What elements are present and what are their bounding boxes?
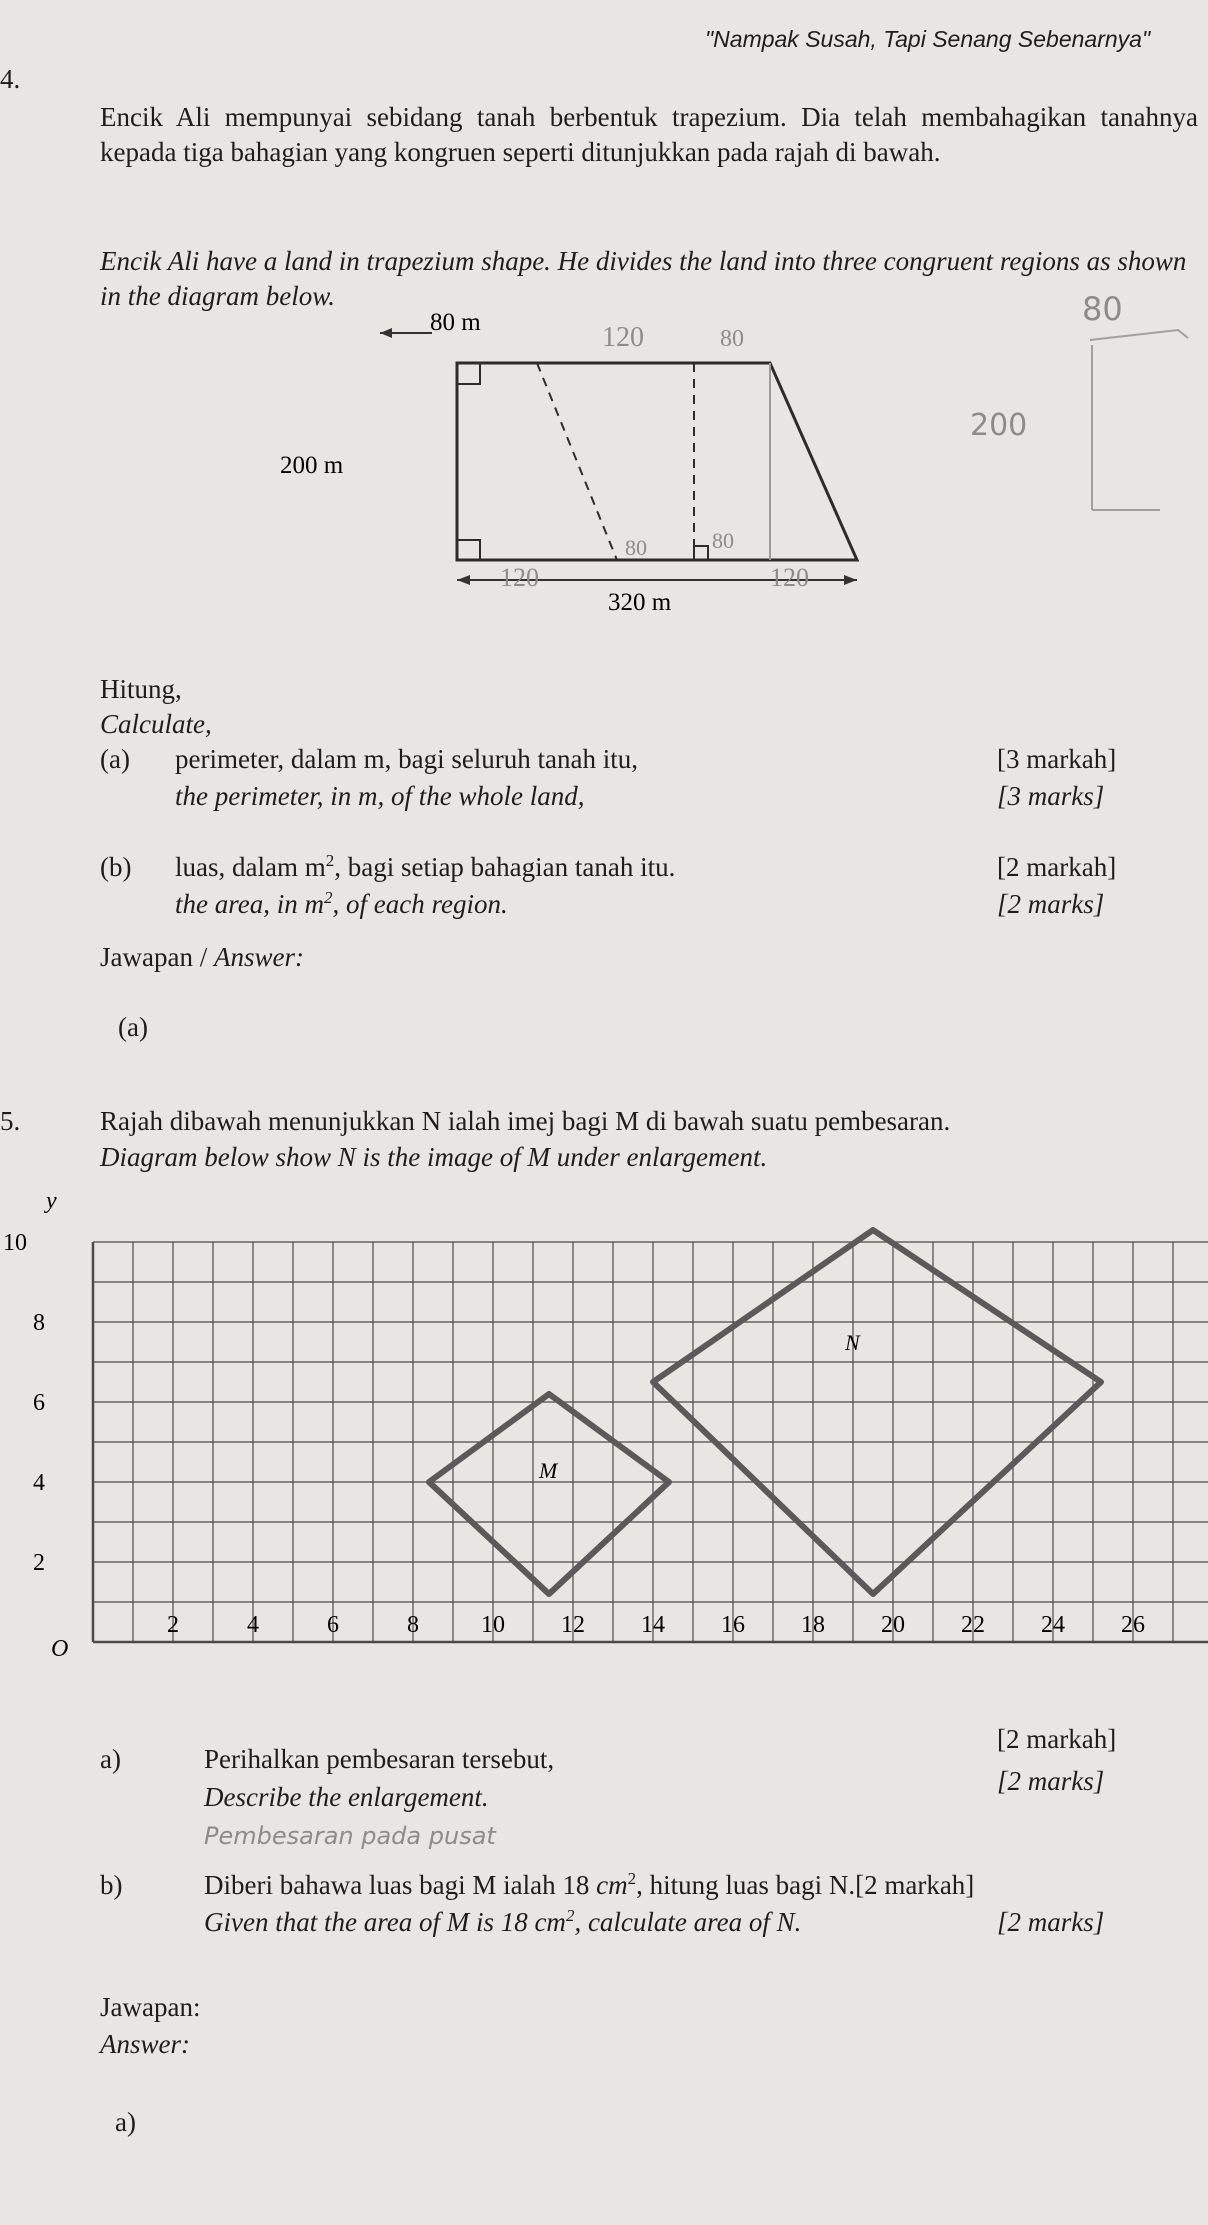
bottom-arrow-left [457,575,470,585]
q4-answer-label [100,940,304,975]
x-tick-label: 8 [407,1612,419,1638]
x-tick-label: 22 [961,1612,985,1638]
q5-number: 5. [0,1106,21,1136]
top-right-angle [457,363,480,384]
q5a-ms: Perihalkan pembesaran tersebut, [204,1744,555,1774]
x-tick-label: 2 [167,1612,179,1638]
margin-note-a: 80 [1082,290,1123,328]
q5b-en-unit: cm [534,1907,566,1937]
shape-n [653,1230,1101,1594]
q5b-ms-pre: Diberi bahawa luas bagi M ialah 18 [204,1870,590,1900]
q5-answer-en: Answer: [100,2029,190,2059]
q5a-marks-ms: [2 markah] [997,1724,1117,1754]
q4-answer-en: Answer: [213,942,304,972]
y-axis-label: y [46,1188,57,1214]
q4a-marks-ms: [3 markah] [997,744,1117,774]
side-label: 200 m [280,452,344,479]
calculate-en: Calculate, [100,709,212,739]
q5b-en-pre: Given that the area of M is 18 [204,1907,528,1937]
q5b-ms-sup: 2 [627,1869,637,1888]
q4b-ms-post: , bagi setiap bahagian tanah itu. [334,852,676,882]
q5b-en-sup: 2 [565,1906,575,1925]
margin-top-line [1090,330,1188,340]
x-tick-label: 12 [561,1612,585,1638]
x-tick-labels [167,1612,1145,1638]
x-tick-label: 16 [721,1612,745,1638]
q5b-en [204,1905,801,1940]
q4-answer-a: (a) [118,1012,148,1042]
q4-answer-ms: Jawapan / [100,942,214,972]
x-tick-label: 10 [481,1612,505,1638]
shape-m-label: M [539,1458,558,1483]
y-tick-label: 4 [33,1470,45,1496]
top-label: 80 m [430,309,481,336]
hand-note-4: 80 [712,528,734,553]
q4b-ms [175,850,675,885]
q4b-en [175,887,508,922]
enlargement-graph [0,1180,1208,1680]
q4b-marks-en: [2 marks] [997,889,1105,919]
q4b-en-pre: the area, in m [175,889,324,919]
bottom-label: 320 m [608,589,672,616]
trapezium-outline [457,363,857,560]
shape-n-label: N [845,1330,860,1355]
q5-text-english: Diagram below show N is the image of M under enlargement. [100,1142,768,1172]
q4a-ms: perimeter, dalam m, bagi seluruh tanah itu, [175,744,639,774]
x-tick-label: 26 [1121,1612,1145,1638]
shape-m [429,1394,669,1594]
q4-text-malay: Encik Ali mempunyai sebidang tanah berbentuk trapezium. Dia telah membahagikan tanahnya kepada tiga bahagian yang kongruen seperti ditunjukkan pada rajah di bawah. [100,102,1198,168]
q5a-hand-note: Pembesaran pada pusat [204,1822,496,1850]
q4b-marks-ms: [2 markah] [997,852,1117,882]
y-tick-label: 2 [33,1550,45,1576]
calculate-ms: Hitung, [100,674,182,704]
q5b-en-post: , calculate area of N. [574,1907,802,1937]
bottom-right-angle [457,540,480,560]
header-motto: "Nampak Susah, Tapi Senang Sebenarnya" [705,26,1151,52]
q5b-label: b) [100,1870,123,1900]
y-tick-labels [3,1230,45,1576]
y-tick-label: 8 [33,1310,45,1336]
hand-note-3: 80 [625,535,647,560]
q4a-marks-en: [3 marks] [997,781,1105,811]
q4b-en-post: , of each region. [332,889,508,919]
q5-answer-ms: Jawapan: [100,1992,201,2022]
x-tick-label: 18 [801,1612,825,1638]
q5-text-malay: Rajah dibawah menunjukkan N ialah imej bagi M di bawah suatu pembesaran. [100,1106,951,1136]
trapezium-diagram [280,309,900,630]
q4b-en-sup: 2 [323,888,333,907]
top-arrow-head [380,328,392,338]
divider-slant [537,363,617,560]
q5a-marks-en: [2 marks] [997,1766,1105,1796]
q5b-ms [204,1868,974,1903]
q4b-ms-pre: luas, dalam m [175,852,326,882]
q4a-label: (a) [100,744,130,774]
bottom-arrow-right [844,575,857,585]
q5b-ms-unit: cm [596,1870,628,1900]
y-tick-label: 6 [33,1390,45,1416]
hand-note-6: 120 [770,563,809,592]
origin-label: O [51,1636,69,1662]
q5-answer-a: a) [115,2107,136,2137]
x-tick-label: 6 [327,1612,339,1638]
q5a-en: Describe the enlargement. [204,1782,489,1812]
x-tick-label: 24 [1041,1612,1065,1638]
margin-note-b: 200 [970,408,1028,443]
q4-text-english: Encik Ali have a land in trapezium shape. He divides the land into three congruent regions as shown in the diagram below. [100,246,1187,312]
hand-note-5: 120 [500,563,539,592]
small-square [694,546,708,560]
x-tick-label: 14 [641,1612,665,1638]
hand-note-2: 80 [720,326,744,352]
hand-note-1: 120 [602,322,644,353]
q4b-label: (b) [100,852,132,882]
q4b-ms-sup: 2 [325,851,335,870]
x-tick-label: 20 [881,1612,905,1638]
q5b-marks-en: [2 marks] [997,1907,1105,1937]
y-tick-label: 10 [3,1230,27,1256]
q4a-en: the perimeter, in m, of the whole land, [175,781,585,811]
q5a-label: a) [100,1744,121,1774]
q4-number: 4. [0,64,21,94]
x-tick-label: 4 [247,1612,259,1638]
q5b-ms-post: , hitung luas bagi N.[2 markah] [636,1870,975,1900]
